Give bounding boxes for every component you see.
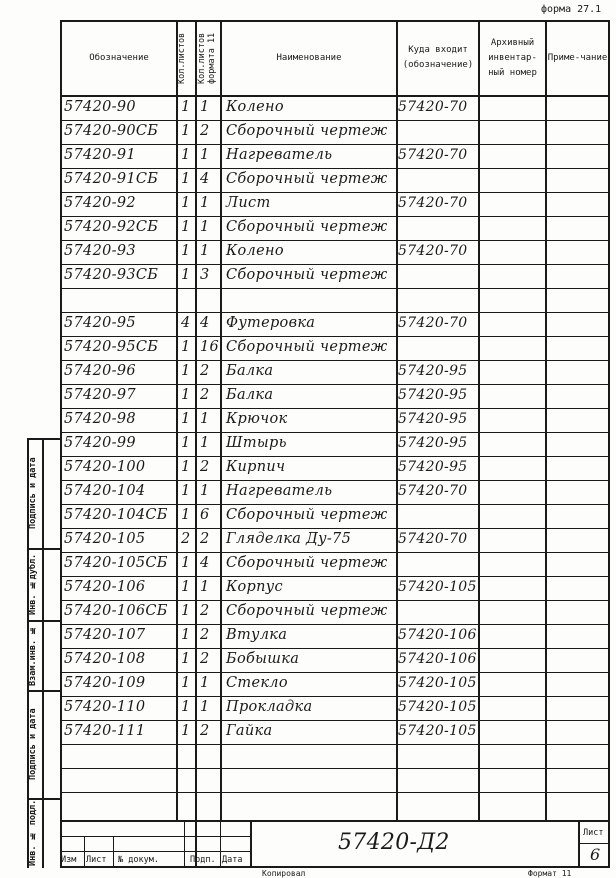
where-used-cell: 57420-105 xyxy=(398,675,477,691)
name-cell: Колено xyxy=(226,99,284,115)
title-izm: Изм xyxy=(61,855,77,865)
name-cell: Нагреватель xyxy=(226,147,333,163)
name-cell: Лист xyxy=(226,195,271,211)
title-data: Дата xyxy=(222,855,243,865)
where-used-cell: 57420-70 xyxy=(398,243,468,259)
header-archive: Архивный инвентар-ный номер xyxy=(488,37,537,78)
row-divider xyxy=(60,456,610,457)
sheet-label: Лист xyxy=(583,828,604,838)
designation-cell: 57420-96 xyxy=(64,363,136,379)
designation-cell: 57420-97 xyxy=(64,387,136,403)
header-where-used: Куда входит (обозначение) xyxy=(402,45,474,70)
side-label-inv-dubl: Инв. №дубл. xyxy=(28,553,38,615)
qty-format-cell: 6 xyxy=(200,507,210,523)
qty-format-cell: 2 xyxy=(200,387,210,403)
qty-sheets-cell: 1 xyxy=(181,555,191,571)
qty-format-cell: 1 xyxy=(200,579,210,595)
name-cell: Крючок xyxy=(226,411,288,427)
qty-sheets-cell: 2 xyxy=(181,531,191,547)
qty-format-cell: 2 xyxy=(200,531,210,547)
qty-sheets-cell: 4 xyxy=(181,315,191,331)
qty-sheets-cell: 1 xyxy=(181,603,191,619)
side-label-vzam-inv: Взам.инв. № xyxy=(28,624,38,686)
row-divider xyxy=(60,576,610,577)
designation-cell: 57420-105СБ xyxy=(64,555,168,571)
where-used-cell: 57420-70 xyxy=(398,195,468,211)
header-designation: Обозначение xyxy=(89,52,149,63)
name-cell: Бобышка xyxy=(226,651,300,667)
row-divider xyxy=(60,744,610,745)
row-divider xyxy=(60,720,610,721)
qty-sheets-cell: 1 xyxy=(181,99,191,115)
row-divider xyxy=(60,792,610,793)
qty-format-cell: 4 xyxy=(200,555,210,571)
designation-cell: 57420-106 xyxy=(64,579,146,595)
qty-format-cell: 1 xyxy=(200,243,210,259)
name-cell: Сборочный чертеж xyxy=(226,507,388,523)
row-divider xyxy=(60,384,610,385)
qty-sheets-cell: 1 xyxy=(181,411,191,427)
name-cell: Стекло xyxy=(226,675,288,691)
row-divider xyxy=(60,480,610,481)
where-used-cell: 57420-106 xyxy=(398,627,477,643)
name-cell: Втулка xyxy=(226,627,288,643)
designation-cell: 57420-90 xyxy=(64,99,136,115)
row-divider xyxy=(60,168,610,169)
where-used-cell: 57420-106 xyxy=(398,651,477,667)
qty-format-cell: 4 xyxy=(200,315,210,331)
qty-sheets-cell: 1 xyxy=(181,651,191,667)
title-doc-no: № докум. xyxy=(118,855,159,865)
qty-sheets-cell: 1 xyxy=(181,195,191,211)
name-cell: Прокладка xyxy=(226,699,313,715)
designation-cell: 57420-93СБ xyxy=(64,267,159,283)
qty-sheets-cell: 1 xyxy=(181,699,191,715)
qty-sheets-cell: 1 xyxy=(181,459,191,475)
row-divider xyxy=(60,696,610,697)
name-cell: Балка xyxy=(226,363,274,379)
side-label-sign-date-bottom: Подпись и дата xyxy=(28,708,38,780)
copied-label: Копировал xyxy=(262,869,306,878)
name-cell: Сборочный чертеж xyxy=(226,219,388,235)
qty-sheets-cell: 1 xyxy=(181,219,191,235)
qty-format-cell: 1 xyxy=(200,675,210,691)
where-used-cell: 57420-105 xyxy=(398,579,477,595)
name-cell: Гляделка Ду-75 xyxy=(226,531,352,547)
designation-cell: 57420-104СБ xyxy=(64,507,168,523)
side-label-inv-podl: Инв. № подл. xyxy=(28,799,38,866)
qty-sheets-cell: 1 xyxy=(181,363,191,379)
name-cell: Балка xyxy=(226,387,274,403)
row-divider xyxy=(60,648,610,649)
doc-code: 57420-Д2 xyxy=(338,830,450,855)
qty-sheets-cell: 1 xyxy=(181,147,191,163)
title-podp: Подп. xyxy=(190,855,216,865)
where-used-cell: 57420-70 xyxy=(398,531,468,547)
designation-cell: 57420-108 xyxy=(64,651,146,667)
designation-cell: 57420-95СБ xyxy=(64,339,159,355)
qty-sheets-cell: 1 xyxy=(181,675,191,691)
header-qty-format11: Кол.листов формата 11 xyxy=(197,32,217,84)
name-cell: Сборочный чертеж xyxy=(226,123,388,139)
qty-format-cell: 2 xyxy=(200,123,210,139)
row-divider xyxy=(60,672,610,673)
qty-format-cell: 1 xyxy=(200,483,210,499)
name-cell: Сборочный чертеж xyxy=(226,171,388,187)
row-divider xyxy=(60,288,610,289)
qty-sheets-cell: 1 xyxy=(181,579,191,595)
designation-cell: 57420-106СБ xyxy=(64,603,168,619)
qty-format-cell: 1 xyxy=(200,411,210,427)
qty-sheets-cell: 1 xyxy=(181,507,191,523)
qty-format-cell: 2 xyxy=(200,459,210,475)
designation-cell: 57420-93 xyxy=(64,243,136,259)
designation-cell: 57420-92 xyxy=(64,195,136,211)
row-divider xyxy=(60,408,610,409)
designation-cell: 57420-98 xyxy=(64,411,136,427)
qty-sheets-cell: 1 xyxy=(181,483,191,499)
row-divider xyxy=(60,120,610,121)
name-cell: Футеровка xyxy=(226,315,316,331)
row-divider xyxy=(60,528,610,529)
header-note: Приме-чание xyxy=(547,52,608,63)
designation-cell: 57420-100 xyxy=(64,459,146,475)
qty-format-cell: 16 xyxy=(200,339,220,355)
name-cell: Колено xyxy=(226,243,284,259)
where-used-cell: 57420-70 xyxy=(398,99,468,115)
header-qty-sheets: Кол.листов xyxy=(177,32,187,84)
designation-cell: 57420-90СБ xyxy=(64,123,159,139)
sheet-number: 6 xyxy=(590,845,601,864)
designation-cell: 57420-99 xyxy=(64,435,136,451)
name-cell: Сборочный чертеж xyxy=(226,267,388,283)
designation-cell: 57420-92СБ xyxy=(64,219,159,235)
qty-format-cell: 2 xyxy=(200,723,210,739)
qty-format-cell: 3 xyxy=(200,267,210,283)
form-label: форма 27.1 xyxy=(541,4,602,15)
row-divider xyxy=(60,600,610,601)
header-name: Наименование xyxy=(276,52,342,63)
designation-cell: 57420-111 xyxy=(64,723,146,739)
designation-cell: 57420-110 xyxy=(64,699,146,715)
qty-format-cell: 1 xyxy=(200,699,210,715)
where-used-cell: 57420-70 xyxy=(398,147,468,163)
row-divider xyxy=(60,360,610,361)
designation-cell: 57420-91 xyxy=(64,147,136,163)
where-used-cell: 57420-95 xyxy=(398,387,468,403)
where-used-cell: 57420-95 xyxy=(398,435,468,451)
row-divider xyxy=(60,624,610,625)
qty-format-cell: 2 xyxy=(200,651,210,667)
where-used-cell: 57420-70 xyxy=(398,315,468,331)
where-used-cell: 57420-95 xyxy=(398,411,468,427)
qty-sheets-cell: 1 xyxy=(181,723,191,739)
where-used-cell: 57420-70 xyxy=(398,483,468,499)
qty-format-cell: 1 xyxy=(200,435,210,451)
qty-format-cell: 2 xyxy=(200,627,210,643)
qty-sheets-cell: 1 xyxy=(181,171,191,187)
row-divider xyxy=(60,144,610,145)
side-label-sign-date-top: Подпись и дата xyxy=(28,457,38,529)
name-cell: Сборочный чертеж xyxy=(226,555,388,571)
row-divider xyxy=(60,216,610,217)
format-label: Формат 11 xyxy=(528,869,572,878)
qty-format-cell: 4 xyxy=(200,171,210,187)
row-divider xyxy=(60,264,610,265)
row-divider xyxy=(60,240,610,241)
qty-sheets-cell: 1 xyxy=(181,387,191,403)
row-divider xyxy=(60,336,610,337)
qty-sheets-cell: 1 xyxy=(181,435,191,451)
row-divider xyxy=(60,312,610,313)
qty-sheets-cell: 1 xyxy=(181,267,191,283)
name-cell: Штырь xyxy=(226,435,287,451)
designation-cell: 57420-104 xyxy=(64,483,146,499)
qty-format-cell: 1 xyxy=(200,99,210,115)
where-used-cell: 57420-105 xyxy=(398,723,477,739)
where-used-cell: 57420-95 xyxy=(398,459,468,475)
qty-format-cell: 1 xyxy=(200,147,210,163)
name-cell: Сборочный чертеж xyxy=(226,603,388,619)
qty-format-cell: 1 xyxy=(200,219,210,235)
where-used-cell: 57420-95 xyxy=(398,363,468,379)
designation-cell: 57420-109 xyxy=(64,675,146,691)
qty-sheets-cell: 1 xyxy=(181,339,191,355)
designation-cell: 57420-105 xyxy=(64,531,146,547)
qty-format-cell: 2 xyxy=(200,603,210,619)
name-cell: Нагреватель xyxy=(226,483,333,499)
name-cell: Гайка xyxy=(226,723,273,739)
where-used-cell: 57420-105 xyxy=(398,699,477,715)
qty-format-cell: 2 xyxy=(200,363,210,379)
qty-sheets-cell: 1 xyxy=(181,123,191,139)
row-divider xyxy=(60,504,610,505)
designation-cell: 57420-91СБ xyxy=(64,171,159,187)
row-divider xyxy=(60,552,610,553)
qty-sheets-cell: 1 xyxy=(181,627,191,643)
name-cell: Кирпич xyxy=(226,459,286,475)
qty-format-cell: 1 xyxy=(200,195,210,211)
title-list: Лист xyxy=(86,855,107,865)
qty-sheets-cell: 1 xyxy=(181,243,191,259)
name-cell: Корпус xyxy=(226,579,283,595)
name-cell: Сборочный чертеж xyxy=(226,339,388,355)
row-divider xyxy=(60,192,610,193)
designation-cell: 57420-107 xyxy=(64,627,146,643)
row-divider xyxy=(60,432,610,433)
row-divider xyxy=(60,768,610,769)
designation-cell: 57420-95 xyxy=(64,315,136,331)
